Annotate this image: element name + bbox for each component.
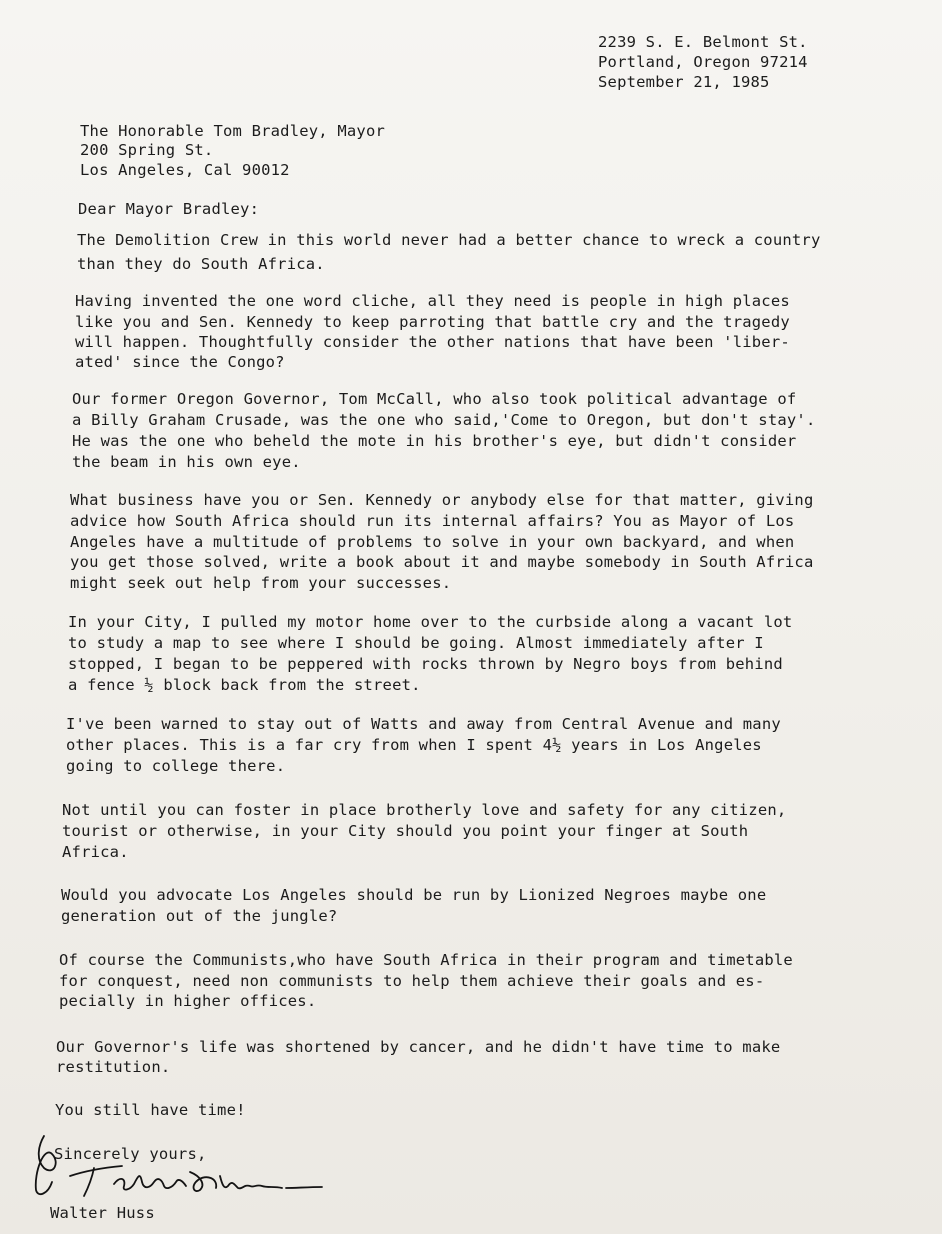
body-line: like you and Sen. Kennedy to keep parroting that battle cry and the tragedy [75,313,790,331]
body-line: Angeles have a multitude of problems to solve in your own backyard, and when [70,533,795,551]
body-line: to study a map to see where I should be going. Almost immediately after I [68,634,764,652]
body-line: What business have you or Sen. Kennedy or anybody else for that matter, giving [70,491,814,509]
sender-street: 2239 S. E. Belmont St. [598,33,808,51]
body-line: a Billy Graham Crusade, was the one who said,'Come to Oregon, but don't stay'. [72,411,816,429]
body-line: You still have time! [55,1101,246,1119]
letter-date: September 21, 1985 [598,73,770,91]
body-line: for conquest, need non communists to help them achieve their goals and es- [59,972,765,990]
closing: Sincerely yours, [54,1145,207,1163]
body-line: going to college there. [66,757,286,775]
body-line: advice how South Africa should run its internal affairs? You as Mayor of Los [70,512,795,530]
sender-city: Portland, Oregon 97214 [598,53,808,71]
body-line: Not until you can foster in place brotherly love and safety for any citizen, [62,801,787,819]
body-line: Would you advocate Los Angeles should be run by Lionized Negroes maybe one [61,886,767,904]
body-line: Our former Oregon Governor, Tom McCall, who also took political advantage of [72,390,797,408]
body-line: restitution. [56,1058,171,1076]
body-line: the beam in his own eye. [72,453,301,471]
body-line: will happen. Thoughtfully consider the other nations that have been 'liber- [75,333,790,351]
body-line: you get those solved, write a book about it and maybe somebody in South Africa [70,553,814,571]
handwritten-signature [30,1132,330,1204]
recipient-name: The Honorable Tom Bradley, Mayor [80,122,386,140]
body-line: Of course the Communists,who have South Africa in their program and timetable [59,951,793,969]
body-line: tourist or otherwise, in your City should you point your finger at South [62,822,749,840]
signature-name: Walter Huss [50,1204,155,1222]
recipient-street: 200 Spring St. [80,141,214,159]
body-line: ated' since the Congo? [75,353,285,371]
body-line: The Demolition Crew in this world never had a better chance to wreck a country [77,231,821,249]
body-line: than they do South Africa. [77,255,325,273]
body-line: other places. This is a far cry from when I spent 4½ years in Los Angeles [66,736,762,754]
salutation: Dear Mayor Bradley: [78,200,260,218]
body-line: stopped, I began to be peppered with rocks thrown by Negro boys from behind [68,655,783,673]
body-line: Africa. [62,843,129,861]
recipient-city: Los Angeles, Cal 90012 [80,161,290,179]
body-line: generation out of the jungle? [61,907,338,925]
body-line: a fence ½ block back from the street. [68,676,421,694]
body-line: might seek out help from your successes. [70,574,452,592]
body-line: Having invented the one word cliche, all they need is people in high places [75,292,790,310]
body-line: I've been warned to stay out of Watts and away from Central Avenue and many [66,715,781,733]
body-line: In your City, I pulled my motor home over to the curbside along a vacant lot [68,613,793,631]
body-line: He was the one who beheld the mote in his brother's eye, but didn't consider [72,432,797,450]
body-line: pecially in higher offices. [59,992,317,1010]
body-line: Our Governor's life was shortened by cancer, and he didn't have time to make [56,1038,781,1056]
